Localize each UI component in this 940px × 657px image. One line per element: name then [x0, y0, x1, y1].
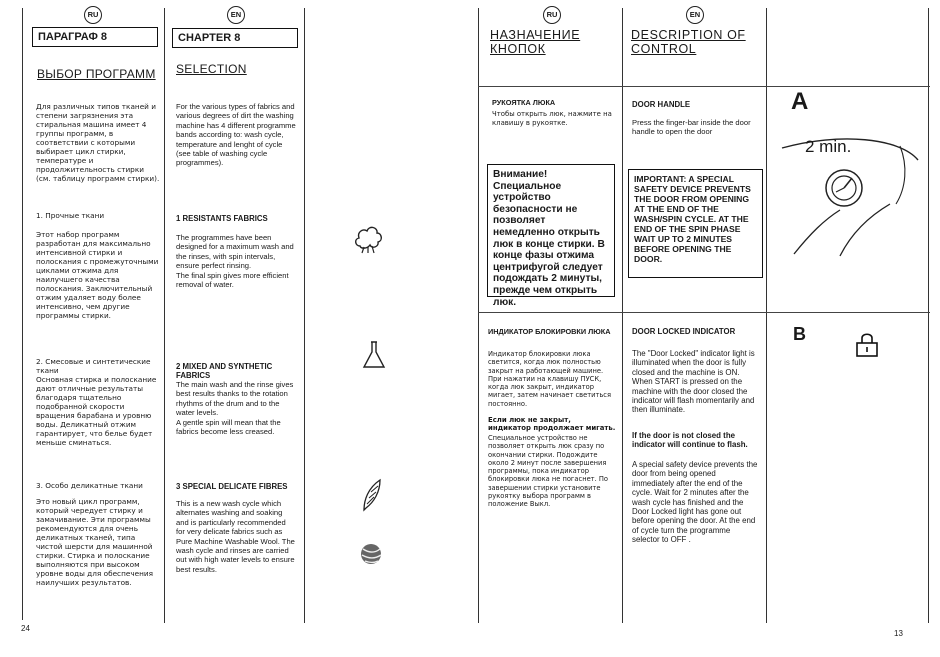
section1-title-ru: 1. Прочные ткани — [36, 211, 105, 220]
door-handle-text-ru: Чтобы открыть люк, нажмите на клавишу в рукоятке. — [492, 110, 612, 127]
right-section-rule — [478, 312, 930, 313]
right-edge-rule — [928, 8, 929, 623]
right-col3-rule — [766, 8, 767, 623]
door-lock-text-en-1: The "Door Locked" indicator light is illuminated when the door is fully closed and the machine is ON. When START is pressed on the machine with the door closed the indicator will flash momentarily and then illuminate. — [632, 349, 755, 415]
left-middle-rule — [164, 8, 165, 623]
heading-en-selection: SELECTION — [176, 62, 247, 76]
lang-badge-ru-left: RU — [84, 6, 102, 24]
page-number-right: 13 — [894, 629, 903, 638]
door-lock-text-en-2: A special safety device prevents the door from being opened immediately after the end of the cycle. Wait for 2 minutes after the wash cycle has finished and the Door Locked light has gone out before opening the door. At the end of cycle turn the programme selector to OFF . — [632, 460, 758, 545]
intro-en: For the various types of fabrics and various degrees of dirt the washing machine has 4 different programme bands according to: wash cycle, temperature and lenght of cycle (see table of washing cycle programmes). — [176, 102, 296, 168]
heading-ru-selection: ВЫБОР ПРОГРАММ — [37, 67, 156, 81]
lang-badge-en-left: EN — [227, 6, 245, 24]
padlock-icon — [853, 330, 881, 358]
section1-text-en: The programmes have been designed for a maximum wash and the rinses, with spin intervals, ensure perfect rinsing. The final spin gives more efficient removal of water. — [176, 233, 294, 290]
left-outer-rule — [22, 8, 23, 620]
door-handle-text-en: Press the finger-bar inside the door handle to open the door — [632, 118, 751, 137]
door-handle-title-ru: РУКОЯТКА ЛЮКА — [492, 98, 556, 107]
door-lock-text-ru-2: Специальное устройство не позволяет открыть люк сразу по окончании стирки. Подождите около 2 минут после завершения программы, пока индикатор блокировки люка не погаснет. По завершении стирки установите рукоятку выбора программ в положение Выкл. — [488, 434, 608, 509]
lang-badge-en-right: EN — [686, 6, 704, 24]
door-lock-title-en: DOOR LOCKED INDICATOR — [632, 327, 736, 336]
feather-icon — [358, 478, 384, 512]
cotton-icon — [352, 220, 384, 254]
door-lock-title-ru: ИНДИКАТОР БЛОКИРОВКИ ЛЮКА — [488, 327, 611, 336]
section2-title-ru: 2. Смесовые и синтетические ткани — [36, 357, 151, 375]
section-letter-b: B — [793, 324, 806, 344]
lang-badge-ru-right: RU — [543, 6, 561, 24]
heading-ru-controls: НАЗНАЧЕНИЕ КНОПОК — [490, 28, 581, 56]
synthetic-flask-icon — [362, 340, 386, 370]
heading-en-controls: DESCRIPTION OF CONTROL — [631, 28, 746, 56]
right-middle-rule — [622, 8, 623, 623]
section2-text-en: The main wash and the rinse gives best results thanks to the rotation rhythms of the drum and to the water levels. A gentle spin will mean that the fabrics become less creased. — [176, 380, 294, 437]
warning-box-ru: Внимание! Специальное устройство безопасности не позволяет немедленно открыть люк в конце стирки. В конце фазы отжима центрифугой следует подождать 2 минуты, прежде чем открыть люк. — [487, 164, 615, 297]
door-handle-title-en: DOOR HANDLE — [632, 100, 691, 109]
section3-text-ru: Это новый цикл программ, который чередует стирку и замачивание. Эти программы рекомендуются для очень деликатных тканей, типа чистой шерсти для машинной стирки. Стирка и полоскание выполняются при высоком уровне воды для обеспечения наилучших результатов. — [36, 497, 154, 587]
left-right-rule — [304, 8, 305, 623]
section1-title-en: 1 RESISTANTS FABRICS — [176, 214, 268, 223]
door-lock-text-ru-1: Индикатор блокировки люка светится, когда люк полностью закрыт на работающей машине. При нажатии на клавишу ПУСК, когда люк закрыт, индикатор мигает, затем начинает светиться постоянно. — [488, 350, 611, 408]
intro-ru: Для различных типов тканей и степени загрязнения эта стиральная машина имеет 4 группы программ, в соответствии с которыми выбирает цикл стирки, температуре и продолжительность стирки (см. таблицу программ стирки). — [36, 102, 160, 183]
chapter-box-ru: ПАРАГРАФ 8 — [32, 27, 158, 47]
page-number-left: 24 — [21, 624, 30, 633]
section3-title-ru: 3. Особо деликатные ткани — [36, 481, 143, 490]
section-letter-a: A — [791, 88, 809, 115]
timer-label: 2 min. — [805, 137, 852, 156]
warning-box-en: IMPORTANT: A SPECIAL SAFETY DEVICE PREVENTS THE DOOR FROM OPENING AT THE END OF THE WASH/SPIN CYCLE. AT THE END OF THE SPIN PHASE WAIT UP TO 2 MINUTES BEFORE OPENING THE DOOR. — [628, 169, 763, 278]
door-lock-text-ru-bold: Если люк не закрыт, индикатор продолжает мигать. — [488, 416, 616, 433]
section2-text-ru: Основная стирка и полоскание дают отличные результаты благодаря тщательно подобранной скорости вращения барабана и уровню воды. Деликатный отжим гарантирует, что белье будет меньше сминаться. — [36, 375, 157, 447]
chapter-box-en: CHAPTER 8 — [172, 28, 298, 48]
door-lock-text-en-bold: If the door is not closed the indicator will continue to flash. — [632, 431, 748, 450]
section1-text-ru: Этот набор программ разработан для максимально интенсивной стирки и полоскания с промежуточными циклами отжима для наилучшего качества полоскания. Заключительный отжим удаляет воду более интенсивно, чем другие программы стирки. — [36, 230, 159, 320]
right-header-rule — [478, 86, 930, 87]
right-outer-rule — [478, 8, 479, 623]
wool-ball-icon — [357, 541, 385, 567]
section2-title-en: 2 MIXED AND SYNTHETIC FABRICS — [176, 362, 273, 381]
section3-text-en: This is a new wash cycle which alternates washing and soaking and is particularly recommended for very delicate fabrics such as Pure Machine Washable Wool. The wash cycle and rinses are carried out with high water levels to ensure best results. — [176, 499, 295, 574]
section3-title-en: 3 SPECIAL DELICATE FIBRES — [176, 482, 288, 491]
